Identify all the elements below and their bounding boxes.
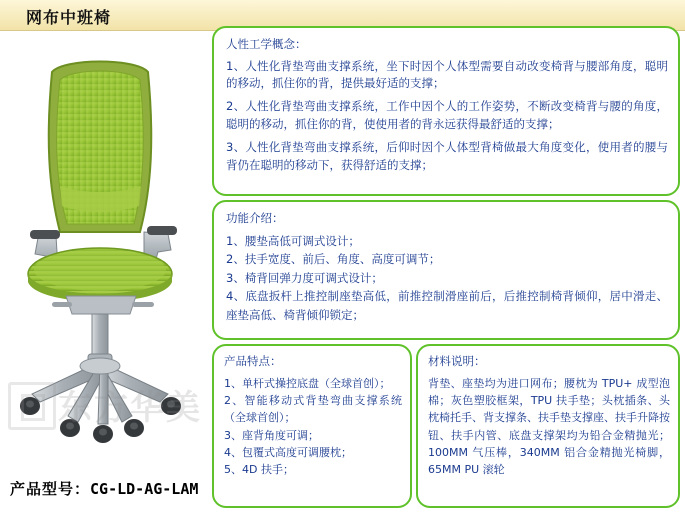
list-item: 3、座背角度可调；	[224, 428, 319, 442]
model-line	[10, 478, 198, 499]
list-item: 5、4D 扶手；	[224, 463, 294, 477]
watermark-text: 东方华美	[58, 388, 202, 428]
list-item: 1、腰垫高低可调式设计；	[226, 233, 360, 248]
panel-materials	[416, 344, 680, 508]
panel-ergonomics-paragraph: 2、人性化背垫弯曲支撑系统，工作中因个人的工作姿势，不断改变椅背与腰的角度，聪明的移动，抓住你的背，使使用者的背永远获得最舒适的支撑；	[226, 99, 668, 131]
model-label: 产品型号：	[10, 480, 91, 498]
watermark-logo-icon	[8, 382, 56, 430]
panel-features-body	[214, 202, 678, 331]
panel-highlights	[212, 344, 412, 508]
model-value: CG-LD-AG-LAM	[90, 480, 199, 498]
panel-materials-title: 材料说明：	[428, 354, 486, 368]
list-item: 2、扶手宽度、前后、角度、高度可调节；	[226, 252, 441, 267]
list-item: 1、单杆式操控底盘（全球首创）；	[224, 376, 391, 390]
page-title: 网布中班椅	[26, 8, 112, 27]
list-item: 2、智能移动式背垫弯曲支撑系统（全球首创）；	[224, 393, 402, 425]
panel-ergonomics	[212, 26, 680, 196]
panel-features-title: 功能介绍：	[226, 211, 284, 225]
panel-features	[212, 200, 680, 340]
panel-highlights-title: 产品特点：	[224, 354, 282, 368]
watermark	[8, 378, 208, 438]
list-item: 4、底盘扳杆上推控制座垫高低，前推控制滑座前后，后推控制椅背倾仰，居中滑走、座垫高低、椅背倾仰锁定；	[226, 289, 668, 323]
list-item: 3、椅背回弹力度可调式设计；	[226, 270, 383, 285]
panel-highlights-body	[214, 346, 410, 483]
panel-ergonomics-body	[214, 28, 678, 180]
panel-ergonomics-paragraph: 1、人性化背垫弯曲支撑系统，坐下时因个人体型需要自动改变椅背与腰部角度，聪明的移动，抓住你的背，提供最好适的支撑；	[226, 58, 668, 91]
panel-materials-paragraph: 背垫、座垫均为进口网布；腰枕为 TPU+ 成型泡棉；灰色塑胶框架，TPU 扶手垫；头枕插条、头枕椅托手、背支撑条、扶手垫支撑座、扶手升降按钮、扶手内管、底盘支撑架均为铅合金精抛光；100MM 气压棒，340MM 铝合金精抛光椅脚，65MM PU 滚轮	[428, 376, 670, 477]
panel-ergonomics-paragraph: 3、人性化背垫弯曲支撑系统，后仰时因个人体型背椅做最大角度变化，使用者的腰与背仍在聪明的移动下，获得舒适的支撑；	[226, 139, 668, 172]
list-item: 4、包覆式高度可调腰枕；	[224, 446, 352, 460]
panel-materials-body	[418, 346, 678, 483]
panel-ergonomics-title: 人性工学概念：	[226, 37, 307, 51]
watermark-logo-inner	[21, 394, 45, 421]
